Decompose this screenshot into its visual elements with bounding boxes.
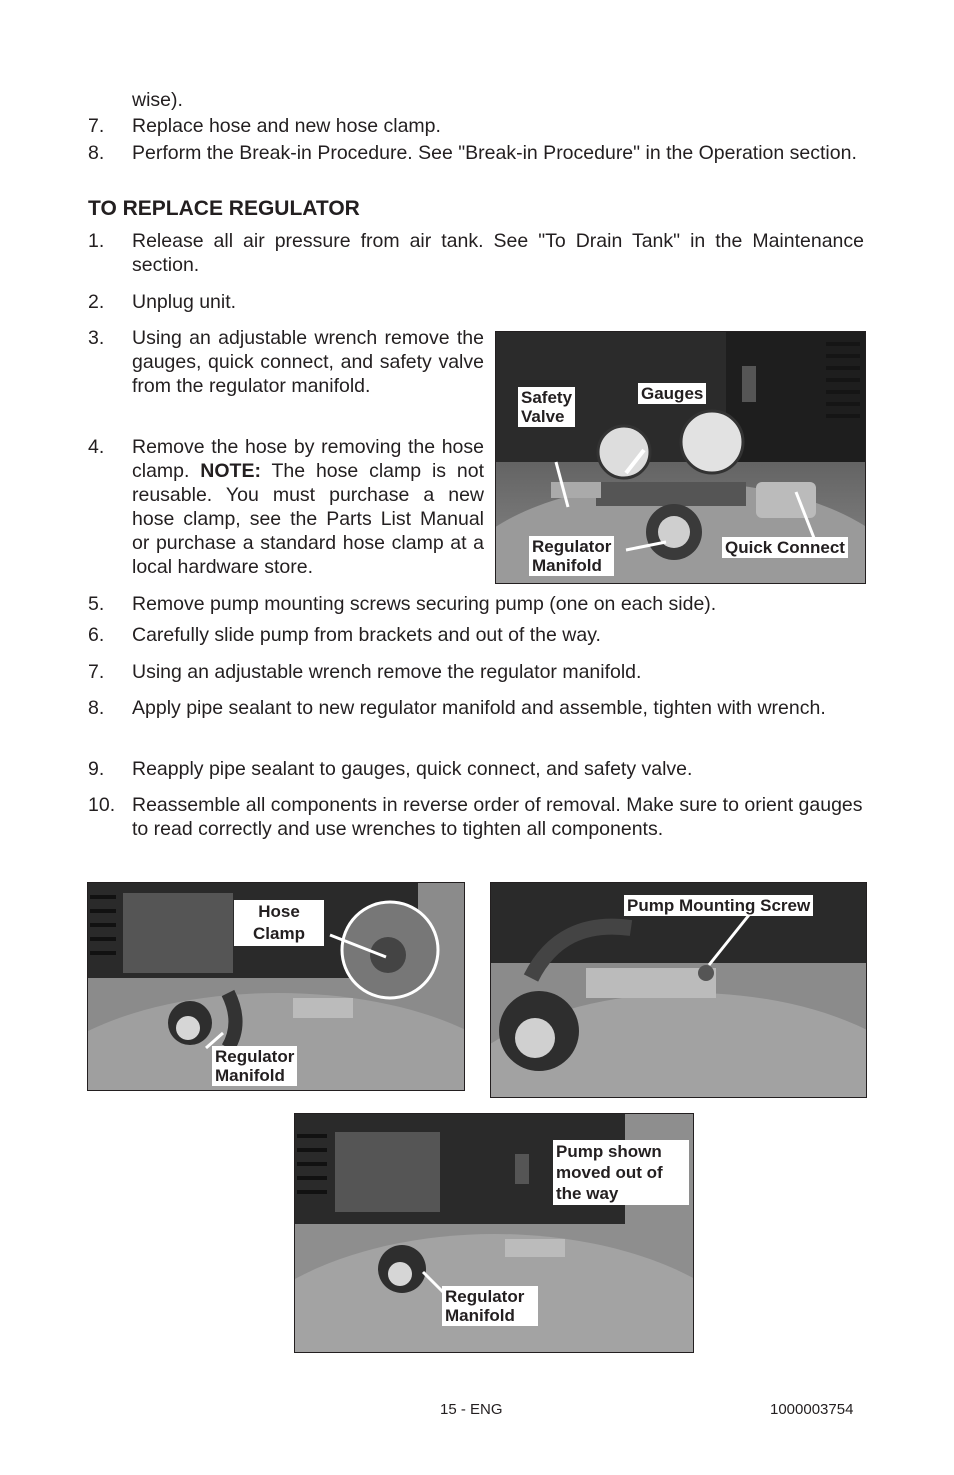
regulator-manifold-label: Regulator Manifold: [212, 1046, 297, 1086]
regulator-manifold-label: Regulator Manifold: [442, 1286, 538, 1326]
step-text: Unplug unit.: [132, 291, 237, 313]
step-text: Using an adjustable wrench remove the gauges, quick connect, and safety valve from the regulator manifold.: [132, 327, 484, 397]
step-text: Using an adjustable wrench remove the regulator manifold.: [132, 661, 642, 683]
pump-mounting-screw-label: Pump Mounting Screw: [624, 895, 813, 916]
step-text: Apply pipe sealant to new regulator manifold and assemble, tighten with wrench.: [132, 697, 826, 719]
step-text: Release all air pressure from air tank. See "To Drain Tank" in the Maintenance section.: [132, 230, 864, 276]
page-number: 15 - ENG: [440, 1401, 503, 1418]
step-number: 4.: [88, 436, 105, 458]
step-text: Carefully slide pump from brackets and out of the way.: [132, 624, 601, 646]
document-number: 1000003754: [770, 1401, 854, 1418]
step-number: 7.: [88, 661, 105, 683]
section-title: TO REPLACE REGULATOR: [88, 197, 360, 220]
step-text: Remove pump mounting screws securing pump (one on each side).: [132, 593, 717, 615]
hose-clamp-photo: [87, 882, 465, 1091]
intro-continuation: wise).: [132, 89, 183, 111]
step-number: 3.: [88, 327, 105, 349]
regulator-manifold-label: Regulator Manifold: [529, 536, 614, 576]
step-text: Remove the hose by removing the hose clamp. NOTE: The hose clamp is not reusable. You must purchase a new hose clamp, see the Parts List Manual or purchase a standard hose clamp at a local hardware store.: [132, 436, 484, 578]
step-number: 2.: [88, 291, 105, 313]
pump-screw-photo: [490, 882, 867, 1098]
hose-clamp-label: Hose Clamp: [234, 900, 324, 946]
safety-valve-label: Safety Valve: [518, 387, 575, 427]
note-label: NOTE:: [200, 460, 261, 482]
step-number: 6.: [88, 624, 105, 646]
pump-moved-label: Pump shown moved out of the way: [553, 1140, 689, 1205]
intro-step-text: Perform the Break-in Procedure. See "Break-in Procedure" in the Operation section.: [132, 142, 857, 164]
step-text: Reassemble all components in reverse order of removal. Make sure to orient gauges to read correctly and use wrenches to tighten all components.: [132, 794, 863, 840]
intro-step-number: 8.: [88, 142, 105, 164]
step-number: 5.: [88, 593, 105, 615]
intro-step-number: 7.: [88, 115, 105, 137]
step-text: Reapply pipe sealant to gauges, quick connect, and safety valve.: [132, 758, 693, 780]
intro-step-text: Replace hose and new hose clamp.: [132, 115, 441, 137]
step-number: 1.: [88, 230, 105, 252]
quick-connect-label: Quick Connect: [722, 537, 848, 558]
regulator-photo: [495, 331, 866, 584]
gauges-label: Gauges: [638, 383, 706, 404]
step-number: 9.: [88, 758, 105, 780]
pump-moved-photo: [294, 1113, 694, 1353]
step-number: 8.: [88, 697, 105, 719]
step-number: 10.: [88, 794, 116, 816]
